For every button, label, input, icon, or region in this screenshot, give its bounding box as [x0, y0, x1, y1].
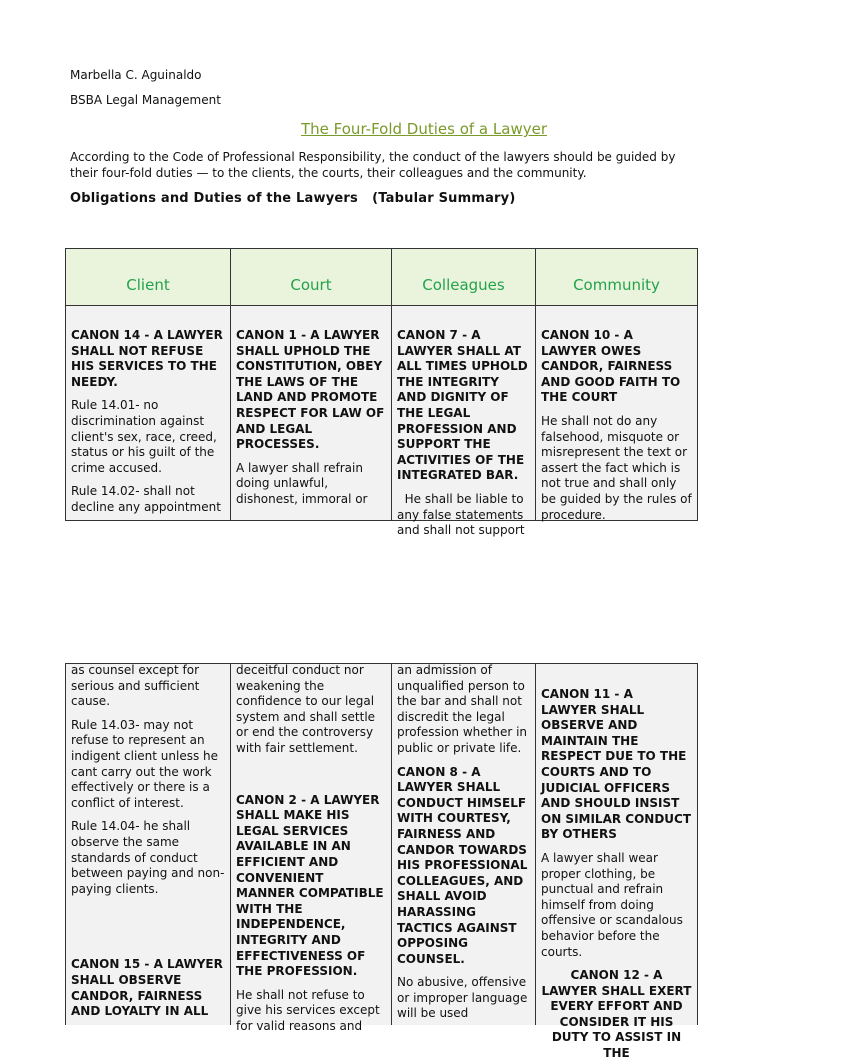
- header-colleagues: Colleagues: [392, 249, 536, 306]
- canon-15: CANON 15 - A LAWYER SHALL OBSERVE CANDOR, FAIRNESS AND LOYALTY IN ALL: [71, 957, 223, 1019]
- colleagues-cell: [392, 306, 536, 538]
- canon-7: CANON 7 - A LAWYER SHALL AT ALL TIMES UPHOLD THE INTEGRITY AND DIGNITY OF THE LEGAL PROFESSION AND SUPPORT THE ACTIVITIES OF THE INTEGRATED BAR.: [397, 328, 528, 483]
- intro-paragraph: According to the Code of Professional Responsibility, the conduct of the lawyers should be guided by their four-fold duties — to the clients, the courts, their colleagues and the community.: [70, 150, 676, 180]
- client-cell: [66, 664, 231, 1026]
- rule-14-02: Rule 14.02- shall not decline any appointment: [71, 484, 221, 514]
- duties-table-part2: [65, 663, 698, 1061]
- course-name: BSBA Legal Management: [70, 93, 221, 107]
- table-row: [66, 306, 698, 521]
- rule-14-01: Rule 14.01- no discrimination against client's sex, race, creed, status or his guilt of the crime accused.: [71, 398, 217, 475]
- canon-10: CANON 10 - A LAWYER OWES CANDOR, FAIRNESS AND GOOD FAITH TO THE COURT: [541, 328, 681, 405]
- canon-8: CANON 8 - A LAWYER SHALL CONDUCT HIMSELF WITH COURTESY, FAIRNESS AND CANDOR TOWARDS HIS PROFESSIONAL COLLEAGUES, AND SHALL AVOID HARASSING TACTICS AGAINST OPPOSING COUNSEL.: [397, 764, 528, 966]
- canon-2: CANON 2 - A LAWYER SHALL MAKE HIS LEGAL SERVICES AVAILABLE IN AN EFFICIENT AND CONVENIENT MANNER COMPATIBLE WITH THE INDEPENDENCE, INTEGRITY AND EFFECTIVENESS OF THE PROFESSION.: [236, 792, 384, 979]
- header-court: Court: [231, 249, 392, 306]
- canon-12: CANON 12 - A LAWYER SHALL EXERT EVERY EFFORT AND CONSIDER IT HIS DUTY TO ASSIST IN THE: [541, 968, 692, 1061]
- community-text: He shall not do any falsehood, misquote or misrepresent the text or assert the fact which is not true and shall only be guided by the rules of procedure.: [541, 413, 692, 522]
- community-cell: [536, 664, 698, 1061]
- court-text: A lawyer shall refrain doing unlawful, dishonest, immoral or: [236, 460, 368, 506]
- author-name: Marbella C. Aguinaldo: [70, 68, 202, 82]
- colleagues-continued: an admission of unqualified person to the bar and shall not discredit the legal profession whether in public or private life.: [397, 663, 528, 755]
- duties-table-part1: [65, 248, 698, 538]
- canon-1: CANON 1 - A LAWYER SHALL UPHOLD THE CONSTITUTION, OBEY THE LAWS OF THE LAND AND PROMOTE RESPECT FOR LAW OF AND LEGAL PROCESSES.: [236, 328, 385, 452]
- client-continued: as counsel except for serious and sufficient cause.: [71, 663, 200, 709]
- table-subheading: Obligations and Duties of the Lawyers (Tabular Summary): [70, 191, 516, 206]
- court-cell: [231, 306, 392, 521]
- document-title: The Four-Fold Duties of a Lawyer: [301, 120, 547, 138]
- court-continued: deceitful conduct nor weakening the confidence to our legal system and shall settle or end the controversy with fair settlement.: [236, 663, 376, 755]
- header-community: Community: [536, 249, 698, 306]
- court-cell: [231, 663, 392, 1033]
- client-cell: [66, 306, 231, 521]
- colleagues-cell: [392, 664, 536, 1026]
- colleagues-text-2: No abusive, offensive or improper language will be used: [397, 975, 528, 1021]
- table-row: [66, 664, 698, 1026]
- table-header-row: [66, 249, 698, 306]
- canon-14: CANON 14 - A LAWYER SHALL NOT REFUSE HIS SERVICES TO THE NEEDY.: [71, 328, 223, 389]
- colleagues-text: He shall be liable to any false statements and shall not support: [397, 491, 528, 538]
- header-client: Client: [66, 249, 231, 306]
- canon-11: CANON 11 - A LAWYER SHALL OBSERVE AND MAINTAIN THE RESPECT DUE TO THE COURTS AND TO JUDICIAL OFFICERS AND SHOULD INSIST ON SIMILAR CONDUCT BY OTHERS: [541, 687, 692, 842]
- community-cell: [536, 306, 698, 521]
- rule-14-03: Rule 14.03- may not refuse to represent an indigent client unless he cant carry out the work effectively or there is a conflict of interest.: [71, 717, 219, 810]
- community-text-2: A lawyer shall wear proper clothing, be punctual and refrain himself from doing offensive or scandalous behavior before the courts.: [541, 850, 683, 959]
- court-text-2: He shall not refuse to give his services except for valid reasons and: [236, 987, 380, 1033]
- rule-14-04: Rule 14.04- he shall observe the same standards of conduct between paying and non-paying clients.: [71, 819, 225, 896]
